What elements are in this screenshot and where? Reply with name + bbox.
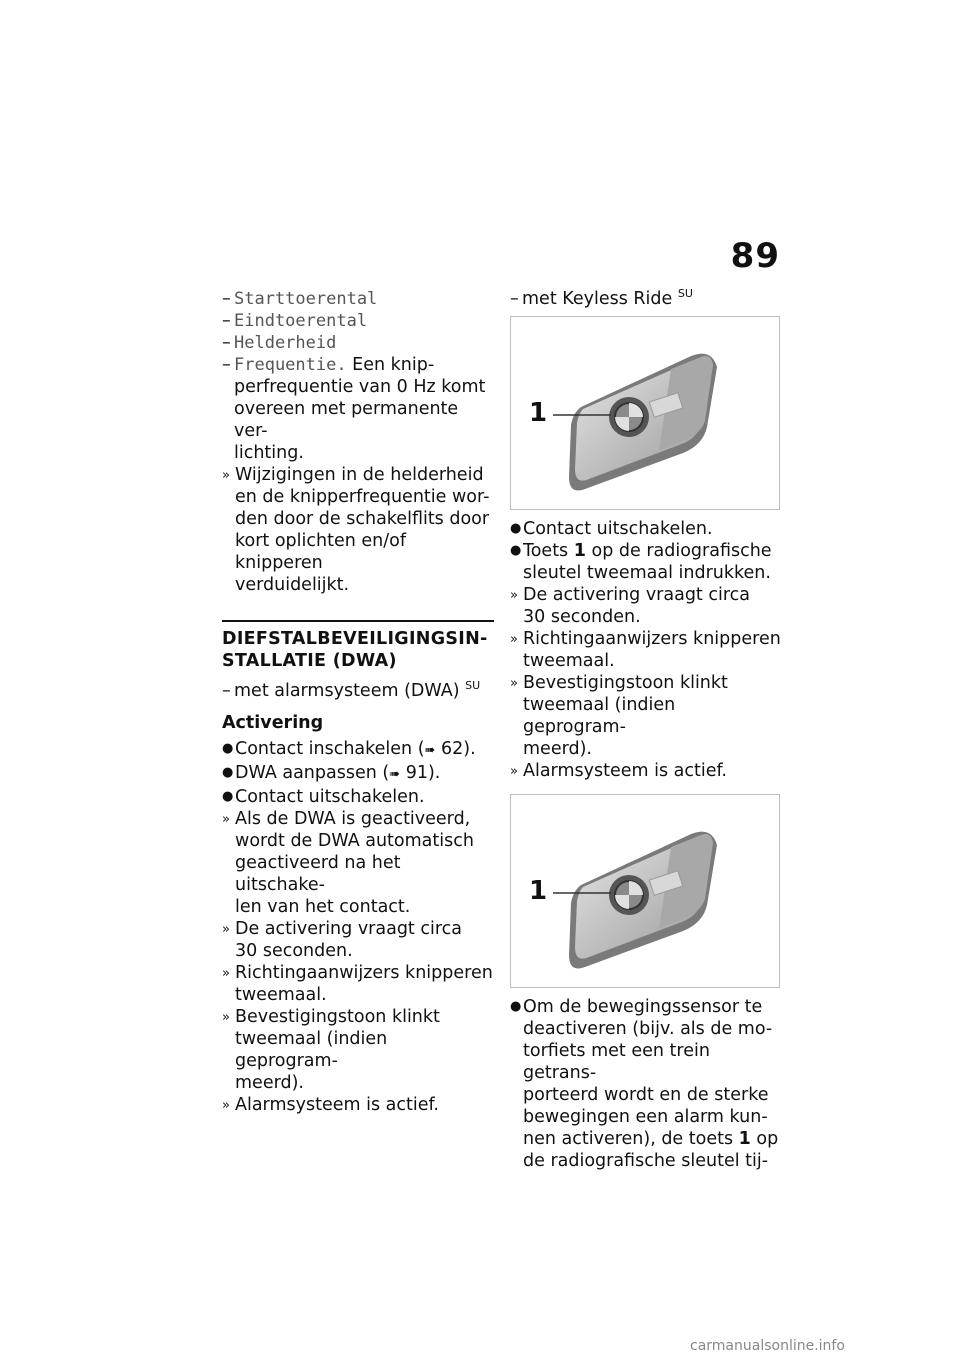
page-ref-arrow-icon: ➠ <box>389 767 401 782</box>
step-item: ● Contact uitschakelen. <box>222 787 425 807</box>
section-divider <box>222 620 494 622</box>
right-column <box>510 288 782 1172</box>
equipment-note: – met Keyless Ride $^{SU}$ <box>510 287 693 309</box>
result-item: » Alarmsysteem is actief. <box>222 1095 439 1115</box>
key-fob-illustration <box>511 317 779 509</box>
result-item: » De activering vraagt circa 30 seconden. <box>222 919 462 961</box>
page-number: 89 <box>730 236 780 276</box>
figure-label-1: 1 <box>529 876 548 906</box>
key-fob-illustration <box>511 795 779 987</box>
step-item: ● Contact uitschakelen. <box>510 519 713 539</box>
list-item: – Starttoerental <box>222 289 378 309</box>
left-column <box>222 288 494 1116</box>
result-item: » Bevestigingstoon klinkt tweemaal (indien geprogram- meerd). <box>222 1007 440 1093</box>
text-line: overeen met permanente ver- <box>234 399 459 441</box>
result-item: » Alarmsysteem is actief. <box>510 761 727 781</box>
watermark: carmanualsonline.info <box>690 1338 845 1354</box>
equipment-note: – met alarmsysteem (DWA) $^{SU}$ <box>222 679 481 701</box>
step-item: ● Toets 1 op de radiografische sleutel tweemaal indrukken. <box>510 541 772 583</box>
subheading-activering: Activering <box>222 713 324 733</box>
step-item: ● Contact inschakelen (➠ 62). <box>222 739 476 759</box>
list-item: – Eindtoerental <box>222 311 368 331</box>
key-fob-figure <box>510 316 780 510</box>
list-item: – Frequentie. Een knip- <box>222 355 435 375</box>
text-line: lichting. <box>234 443 304 463</box>
section-heading: DIEFSTALBEVEILIGINGSIN- STALLATIE (DWA) <box>222 629 488 671</box>
result-item: » Richtingaanwijzers knipperen tweemaal. <box>222 963 493 1005</box>
result-item: » Als de DWA is geactiveerd, wordt de DWA automatisch geactiveerd na het uitschake- len van het contact. <box>222 809 474 917</box>
text-line: perfrequentie van 0 Hz komt <box>234 377 486 397</box>
result-item: » Wijzigingen in de helderheid en de knipperfrequentie wor- den door de schakelflits door kort oplichten en/of knipperen verduidelijkt. <box>222 465 490 595</box>
step-item: ● Om de bewegingssensor te deactiveren (bijv. als de mo- torfiets met een trein getrans- porteerd wordt en de sterke bewegingen een alarm kun- nen activeren), de toets 1 op de radiografische sleutel tij- <box>510 997 779 1171</box>
figure-label-1: 1 <box>529 398 548 428</box>
result-item: » Bevestigingstoon klinkt tweemaal (indien geprogram- meerd). <box>510 673 728 759</box>
page-ref-arrow-icon: ➠ <box>424 743 436 758</box>
step-item: ● DWA aanpassen (➠ 91). <box>222 763 441 783</box>
key-fob-figure <box>510 794 780 988</box>
result-item: » De activering vraagt circa 30 seconden. <box>510 585 750 627</box>
result-item: » Richtingaanwijzers knipperen tweemaal. <box>510 629 781 671</box>
list-item: – Helderheid <box>222 333 337 353</box>
